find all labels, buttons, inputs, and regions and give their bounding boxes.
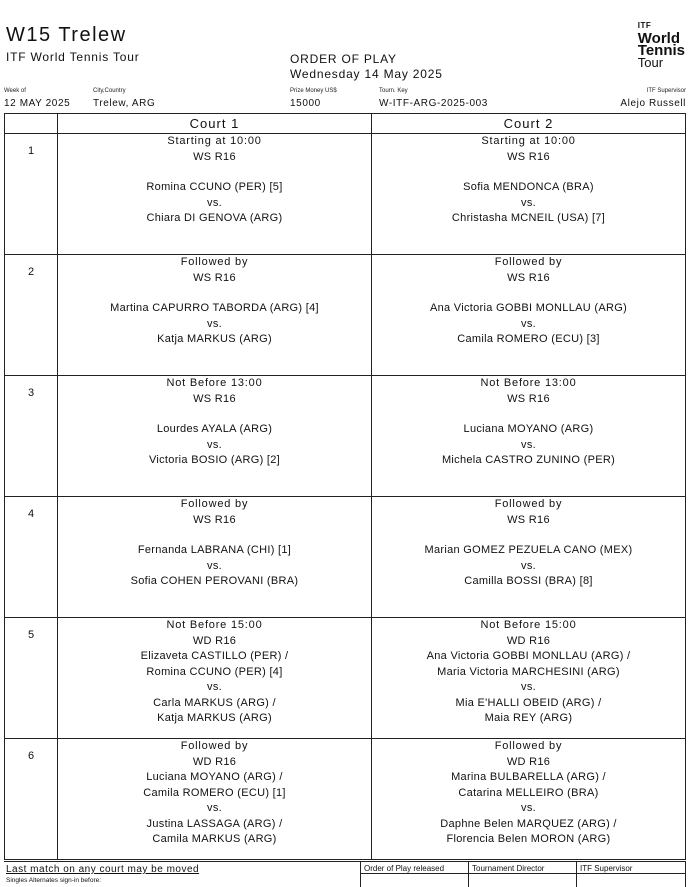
player-team-1: Catarina MELLEIRO (BRA) (458, 786, 599, 799)
match-round: WS R16 (507, 271, 550, 284)
vs-label: vs. (207, 317, 222, 330)
court-1-match (58, 739, 372, 860)
week-value: 12 MAY 2025 (4, 98, 71, 109)
week-label: Week of (4, 88, 26, 94)
match-time: Followed by (180, 498, 249, 510)
court-2-match (372, 255, 686, 376)
match-time: Starting at 10:00 (481, 135, 576, 147)
court-2-match (372, 739, 686, 860)
itf-supervisor-label: ITF Supervisor (580, 864, 633, 873)
last-match-note: Last match on any court may be moved (6, 864, 200, 875)
court-header-row (5, 114, 686, 134)
footer (4, 861, 686, 887)
player-team-2: Carla MARKUS (ARG) / (153, 696, 276, 709)
player-team-1: Lourdes AYALA (ARG) (156, 423, 273, 435)
itf-supervisor-box (576, 862, 686, 887)
logo-itf: ITF (637, 21, 652, 30)
player-team-2: Florencia Belen MORON (ARG) (446, 833, 611, 845)
player-team-1: Luciana MOYANO (ARG) (463, 423, 594, 435)
spacer (372, 286, 685, 301)
oop-date: Wednesday 14 May 2025 (290, 67, 443, 81)
match-round: WD R16 (506, 755, 551, 768)
court-2-match (372, 134, 686, 255)
court-2-header: Court 2 (372, 114, 686, 134)
match-round: WS R16 (193, 392, 236, 405)
match-row-number: 5 (5, 618, 58, 739)
match-round: WS R16 (193, 150, 236, 163)
match-round: WS R16 (193, 513, 236, 526)
match-time: Followed by (180, 256, 249, 268)
vs-label: vs. (521, 317, 536, 330)
match-row-number: 6 (5, 739, 58, 860)
match-round: WS R16 (507, 392, 550, 405)
court-2-match (372, 618, 686, 739)
match-row-number: 1 (5, 134, 58, 255)
tourn-key-label: Tourn. Key (379, 88, 408, 94)
match-round: WS R16 (507, 150, 550, 163)
vs-label: vs. (521, 438, 536, 451)
player-team-1: Maria Victoria MARCHESINI (ARG) (437, 665, 620, 678)
tour-name: ITF World Tennis Tour (6, 50, 140, 64)
spacer (58, 528, 371, 543)
itf-supervisor-divider (577, 873, 685, 874)
match-row (5, 497, 686, 618)
released-box (360, 862, 468, 887)
world-tennis-tour-logo (638, 20, 685, 69)
row-number-header (5, 114, 58, 134)
order-of-play-heading (290, 52, 443, 82)
city-label: City,Country (93, 88, 126, 94)
player-team-2: Maia REY (ARG) (484, 712, 573, 724)
spacer (58, 165, 371, 180)
supervisor-label: ITF Supervisor (646, 88, 686, 94)
tourn-key-value: W-ITF-ARG-2025-003 (379, 98, 488, 109)
player-team-1: Sofia MENDONCA (BRA) (463, 181, 594, 193)
director-box (468, 862, 576, 887)
player-team-1: Marian GOMEZ PEZUELA CANO (MEX) (424, 544, 633, 556)
court-1-match (58, 376, 372, 497)
player-team-2: Camilla BOSSI (BRA) [8] (464, 575, 593, 587)
player-team-1: Martina CAPURRO TABORDA (ARG) [4] (110, 302, 319, 314)
player-team-1: Elizaveta CASTILLO (PER) / (140, 650, 289, 662)
city-value: Trelew, ARG (93, 98, 156, 109)
vs-label: vs. (207, 681, 222, 693)
court-2-match (372, 497, 686, 618)
player-team-2: Katja MARKUS (ARG) (157, 333, 272, 345)
player-team-1: Luciana MOYANO (ARG) / (146, 771, 283, 783)
vs-label: vs. (521, 802, 536, 814)
match-time: Followed by (494, 740, 563, 752)
player-team-2: Sofia COHEN PEROVANI (BRA) (130, 575, 299, 587)
match-row (5, 739, 686, 860)
match-row (5, 255, 686, 376)
spacer (372, 528, 685, 543)
vs-label: vs. (207, 559, 222, 572)
player-team-2: Victoria BOSIO (ARG) [2] (148, 454, 281, 466)
player-team-1: Camila ROMERO (ECU) [1] (143, 786, 286, 799)
match-time: Not Before 13:00 (480, 377, 577, 389)
vs-label: vs. (207, 802, 222, 814)
match-time: Not Before 13:00 (166, 377, 263, 389)
match-row (5, 618, 686, 739)
logo-line-2: Tennis (637, 42, 685, 59)
match-round: WD R16 (192, 634, 237, 647)
prize-label: Prize Money US$ (290, 88, 337, 94)
tournament-title: W15 Trelew (6, 24, 127, 46)
alternates-note: Singles Alternates sign-in before: (6, 877, 102, 884)
court-1-match (58, 618, 372, 739)
match-row (5, 376, 686, 497)
player-team-2: Mia E'HALLI OBEID (ARG) / (455, 696, 602, 709)
vs-label: vs. (207, 196, 222, 209)
match-row-number: 3 (5, 376, 58, 497)
player-team-1: Fernanda LABRANA (CHI) [1] (137, 544, 292, 556)
player-team-1: Marina BULBARELLA (ARG) / (451, 771, 606, 783)
court-2-match (372, 376, 686, 497)
match-row-number: 2 (5, 255, 58, 376)
match-round: WD R16 (506, 634, 551, 647)
match-time: Starting at 10:00 (167, 135, 262, 147)
vs-label: vs. (521, 559, 536, 572)
match-time: Followed by (494, 256, 563, 268)
spacer (372, 407, 685, 422)
match-time: Not Before 15:00 (166, 619, 263, 631)
player-team-1: Ana Victoria GOBBI MONLLAU (ARG) / (426, 650, 631, 662)
player-team-2: Christasha MCNEIL (USA) [7] (451, 212, 606, 224)
match-round: WD R16 (192, 755, 237, 768)
prize-value: 15000 (290, 98, 321, 109)
player-team-2: Michela CASTRO ZUNINO (PER) (441, 454, 616, 466)
director-divider (469, 873, 576, 874)
player-team-1: Romina CCUNO (PER) [5] (146, 181, 283, 193)
vs-label: vs. (521, 681, 536, 693)
player-team-2: Katja MARKUS (ARG) (157, 712, 272, 724)
order-of-play-table (4, 113, 686, 860)
released-divider (361, 873, 468, 874)
court-1-header: Court 1 (58, 114, 372, 134)
match-round: WS R16 (193, 271, 236, 284)
order-of-play-body (5, 134, 686, 860)
match-time: Followed by (494, 498, 563, 510)
player-team-2: Camila ROMERO (ECU) [3] (457, 333, 600, 345)
player-team-2: Camila MARKUS (ARG) (152, 833, 277, 845)
match-row-number: 4 (5, 497, 58, 618)
logo-line-1: World (637, 30, 680, 47)
match-row (5, 134, 686, 255)
spacer (372, 165, 685, 180)
spacer (58, 286, 371, 301)
match-time: Followed by (180, 740, 249, 752)
match-round: WS R16 (507, 513, 550, 526)
vs-label: vs. (521, 196, 536, 209)
player-team-1: Romina CCUNO (PER) [4] (146, 665, 283, 678)
director-label: Tournament Director (472, 864, 545, 873)
player-team-2: Daphne Belen MARQUEZ (ARG) / (440, 817, 617, 830)
vs-label: vs. (207, 438, 222, 451)
logo-line-3: Tour (637, 55, 664, 70)
match-time: Not Before 15:00 (480, 619, 577, 631)
released-label: Order of Play released (364, 864, 445, 873)
player-team-2: Justina LASSAGA (ARG) / (146, 817, 283, 830)
spacer (58, 407, 371, 422)
player-team-2: Chiara DI GENOVA (ARG) (146, 212, 283, 224)
court-1-match (58, 255, 372, 376)
player-team-1: Ana Victoria GOBBI MONLLAU (ARG) (429, 302, 628, 314)
oop-title: ORDER OF PLAY (290, 52, 397, 66)
court-1-match (58, 134, 372, 255)
court-1-match (58, 497, 372, 618)
supervisor-value: Alejo Russell (620, 98, 686, 109)
